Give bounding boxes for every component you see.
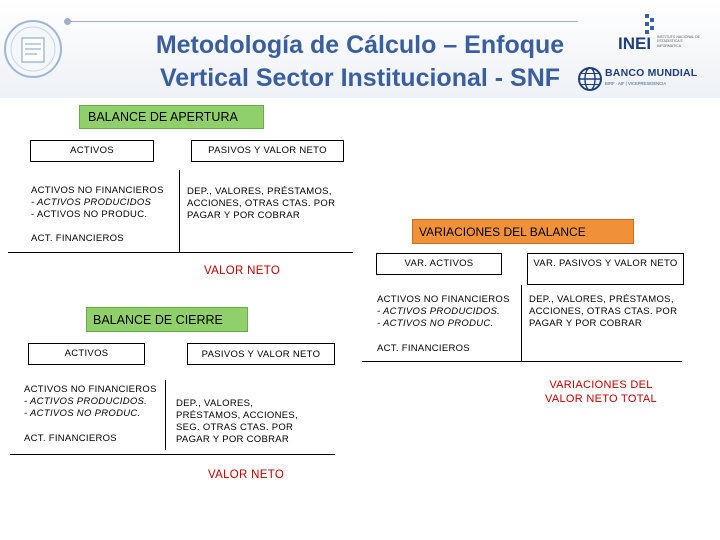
cierre-activos-producidos: - ACTIVOS PRODUCIDOS.: [24, 396, 148, 407]
variaciones-activos-header: VAR. ACTIVOS: [376, 253, 502, 275]
apertura-activos-header: ACTIVOS: [30, 140, 154, 162]
cierre-pasivos-text: DEP., VALORES, PRÉSTAMOS, ACCIONES, SEG. OTRAS CTAS. POR PAGAR Y POR COBRAR: [176, 398, 298, 445]
cierre-divider-horizontal: [10, 454, 335, 455]
banco-mundial-subtext: BIRF · AIF | VICEPRESIDENCIA: [605, 81, 667, 86]
inei-logo-tagline: INSTITUTO NACIONAL DE ESTADÍSTICA E INFORMÁTICA: [657, 35, 700, 48]
inei-logo-text: INEI: [618, 34, 652, 53]
variaciones-activos-no-produc: - ACTIVOS NO PRODUC.: [377, 318, 494, 329]
page-title-line2: Vertical Sector Institucional - SNF: [159, 64, 561, 92]
header-rule: [68, 21, 578, 22]
apertura-act-financieros: ACT. FINANCIEROS: [31, 233, 124, 244]
variaciones-pasivos-text: DEP., VALORES, PRÉSTAMOS, ACCIONES, OTRAS CTAS. POR PAGAR Y POR COBRAR: [529, 294, 678, 329]
balance-cierre-banner: BALANCE DE CIERRE: [86, 307, 248, 332]
census-logo-icon: [2, 16, 64, 82]
variaciones-act-financieros: ACT. FINANCIEROS: [377, 343, 470, 354]
cierre-pasivos-header: PASIVOS Y VALOR NETO: [187, 343, 335, 365]
cierre-activos-header: ACTIVOS: [28, 343, 145, 365]
variaciones-valor-neto-total: VARIACIONES DEL VALOR NETO TOTAL: [545, 379, 657, 405]
apertura-activos-no-produc: - ACTIVOS NO PRODUC.: [31, 209, 148, 220]
cierre-activos-no-produc: - ACTIVOS NO PRODUC.: [24, 408, 141, 419]
apertura-activos-nf: ACTIVOS NO FINANCIEROS: [31, 185, 164, 196]
cierre-act-financieros: ACT. FINANCIEROS: [24, 433, 117, 444]
banco-mundial-logo-text: BANCO MUNDIAL: [605, 67, 698, 79]
variaciones-divider-vertical: [521, 285, 522, 361]
balance-apertura-banner: BALANCE DE APERTURA: [79, 105, 264, 129]
variaciones-pasivos-header: VAR. PASIVOS Y VALOR NETO: [527, 253, 684, 285]
apertura-pasivos-header: PASIVOS Y VALOR NETO: [191, 140, 344, 162]
cierre-valor-neto: VALOR NETO: [208, 469, 285, 481]
page-title-line1: Metodología de Cálculo – Enfoque: [155, 31, 565, 59]
variaciones-divider-horizontal: [362, 361, 682, 362]
apertura-valor-neto: VALOR NETO: [204, 265, 281, 277]
inei-logo-icon: [640, 14, 660, 36]
header-rule-dot: [64, 18, 71, 25]
apertura-pasivos-text: DEP., VALORES, PRÉSTAMOS, ACCIONES, OTRAS CTAS. POR PAGAR Y POR COBRAR: [187, 186, 336, 221]
variaciones-activos-producidos: - ACTIVOS PRODUCIDOS.: [377, 306, 501, 317]
banco-mundial-globe-icon: [577, 66, 603, 92]
apertura-activos-producidos: - ACTIVOS PRODUCIDOS: [31, 197, 152, 208]
variaciones-balance-banner: VARIACIONES DEL BALANCE: [412, 219, 634, 244]
cierre-divider-vertical: [165, 380, 166, 450]
apertura-divider-vertical: [179, 170, 180, 252]
apertura-divider-horizontal: [8, 252, 353, 253]
cierre-activos-nf: ACTIVOS NO FINANCIEROS: [24, 384, 157, 395]
variaciones-activos-nf: ACTIVOS NO FINANCIEROS: [377, 294, 510, 305]
